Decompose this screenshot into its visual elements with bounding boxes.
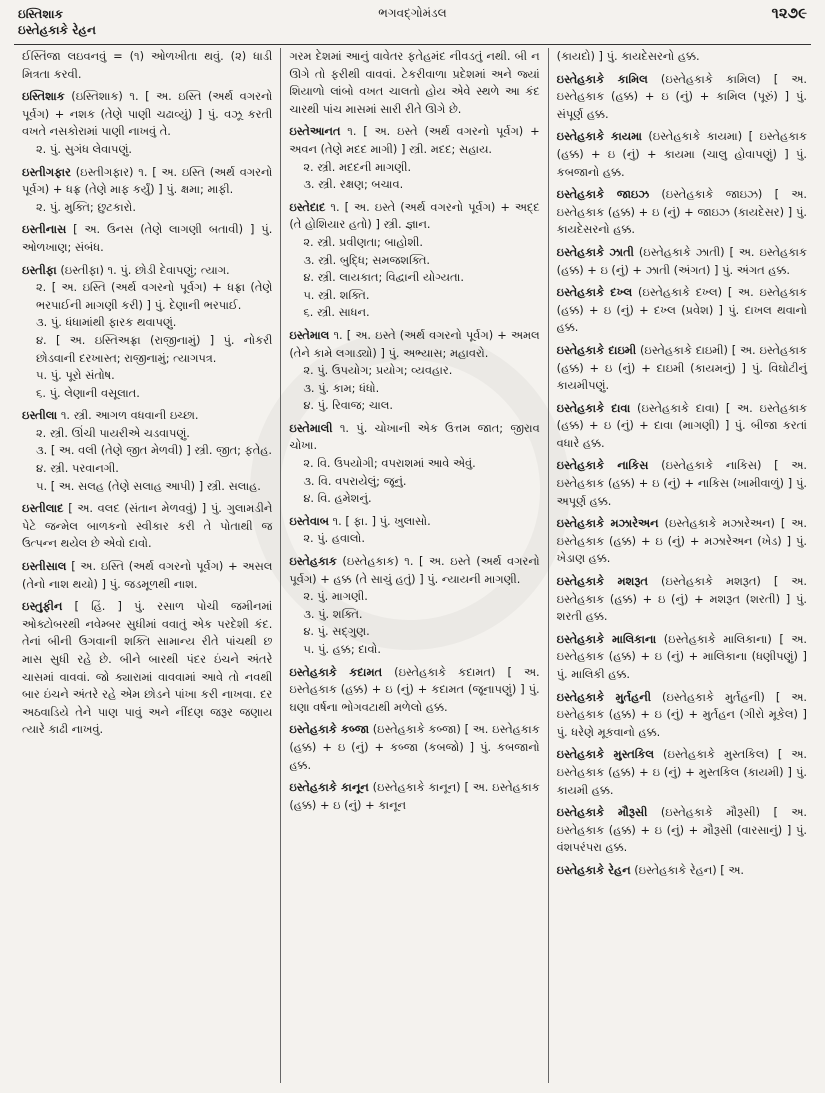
- header-book-title: ભગવદ્ગોમંડલ: [378, 6, 447, 20]
- entry-definition: (ઇસ્તેહકાકે મુર્તહની) [ અ. ઇસ્તેહકાક (હક્ક) + ઇ (નું) + મુર્તહન (ગીરો મૂકેલ) ] પું. ધરેણે મૂકવાનો હક્ક.: [556, 689, 807, 739]
- entry-sense: ૨. સ્ત્રી. ઊંચી પાયરીએ ચડવાપણું.: [36, 425, 190, 440]
- entry-definition: ગરમ દેશમાં આનું વાવેતર ફતેહમંદ નીવડતું નથી. બી ન ઊગે તો ફરીથી વાવવાં. ટેકરીવાળા પ્રદેશમાં અને જ્યાં શિયાળો લાંબો વખત ચાલતો હોય એવે સ્થળે આ કંદ ચારથી પાંચ માસમાં સારી રીતે ઊગે છે.: [289, 49, 540, 116]
- entry-headword: ઇસ્તીલાદ: [22, 501, 64, 516]
- entry-headword: ઇસ્તેમાલી: [289, 420, 333, 435]
- dictionary-entry: [22, 164, 272, 217]
- dictionary-entry: [22, 88, 272, 158]
- dictionary-entry: [557, 71, 807, 124]
- entry-definition: ૧. [ ફા. ] પું. ખુલાસો.: [332, 513, 431, 528]
- entry-headword: ઇસ્તીગફાર: [22, 164, 71, 179]
- dictionary-entry: [289, 420, 539, 508]
- dictionary-entry: [557, 689, 807, 742]
- entry-definition: (ઇસ્તેહકાકે મશરૂત) [ અ. ઇસ્તેહકાક (હક્ક) + ઇ (નું) + મશરૂત (શરતી) ] પું. શરતી હક્ક.: [556, 574, 807, 624]
- entry-headword: ઇસ્તેહકાકે કદામત: [289, 664, 383, 679]
- entry-definition: (ઇસ્તેહકાકે દાવા) [ અ. ઇસ્તેહકાક (હક્ક) + ઇ (નું) + દાવા (માગણી) ] પું. બીજા કરતાં વધારે હક્ક.: [556, 400, 807, 450]
- entry-headword: ઇસ્તીફા: [22, 262, 57, 277]
- entry-headword: ઇસ્તેહકાકે નાકિસ: [556, 458, 649, 473]
- entry-sense: ૫. [ અ. સલહ (તેણે સલાહ આપી) ] સ્ત્રી. સલાહ.: [36, 478, 261, 493]
- dictionary-columns: [14, 48, 815, 1083]
- entry-definition: (ઇસ્તેહકાકે દાઇમી) [ અ. ઇસ્તેહકાક (હક્ક) + ઇ (નું) + દાઇમી (કાયમનું) ] પું. વિઘોટીનું કાયમીપણું.: [556, 342, 807, 393]
- entry-definition: ૧. [ અ. ઇસ્તે (અર્થ વગરનો પૂર્વગ) + અદ્દ (તે હોશિયાર હતો) ] સ્ત્રી. જ્ઞાન.: [289, 199, 540, 232]
- entry-sense: ૩. પું. શક્તિ.: [303, 606, 363, 621]
- dictionary-entry: [557, 631, 807, 684]
- entry-headword: ઇસ્તેહકાકે મુર્તહની: [556, 689, 651, 704]
- dictionary-entry: [557, 746, 807, 799]
- dictionary-entry: [557, 186, 807, 239]
- entry-definition: ૧. [ અ. ઇસ્તે (અર્થ વગરનો પૂર્વગ) + અમલ (તેને કામે લગાડ્યો) ] પું. અભ્યાસ; મહાવરો.: [289, 327, 540, 360]
- entry-sense: ૬. પું. લેણાની વસૂલાત.: [36, 385, 140, 400]
- entry-definition: ૧. સ્ત્રી. આગળ વધવાની ઇચ્છા.: [60, 408, 199, 423]
- entry-definition: (ઇસ્તેહકાકે કાનૂન) [ અ. ઇસ્તેહકાક (હક્ક) + ઇ (નું) + કાનૂન: [289, 780, 540, 812]
- entry-definition: (ઇસ્તેહકાકે મઝારેઅન) [ અ. ઇસ્તેહકાક (હક્ક) + ઇ (નું) + મઝારેઅન (ખેડ) ] પું. ખેડાણ હક્ક.: [556, 516, 807, 566]
- entry-headword: ઇસ્તીનાસ: [22, 222, 67, 237]
- dictionary-entry: [557, 284, 807, 337]
- dictionary-entry: [289, 779, 539, 814]
- entry-sense: ૨. પું. સુગંધ લેવાપણું.: [36, 141, 133, 156]
- entry-definition: (કાયદો) ] પું. કાયદેસરનો હક્ક.: [556, 49, 700, 63]
- entry-sense: ૨. પું. મુક્તિ; છુટકારો.: [36, 199, 136, 214]
- entry-headword: ઇસ્તેહકાકે કામિલ: [556, 71, 648, 86]
- entry-sense: ૩. પું. કામ; ધંધો.: [303, 380, 380, 395]
- entry-sense: ૪. પું. સદ્ગુણ.: [303, 624, 370, 639]
- entry-sense: ૩. [ અ. વલી (તેણે જીત મેળવી) ] સ્ત્રી. જીત; ફતેહ.: [36, 443, 273, 458]
- dictionary-entry: [557, 128, 807, 181]
- dictionary-entry: [289, 553, 539, 659]
- entry-definition: (ઇસ્તેહકાકે કબ્જા) [ અ. ઇસ્તેહકાક (હક્ક) + ઇ (નું) + કબ્જા (કબજો) ] પું. કબજાનો હક્ક.: [289, 722, 540, 772]
- entry-definition: (ઇસ્તીગફાર) ૧. [ અ. ઇસ્તિ (અર્થ વગરનો પૂર્વગ) + ધફ્ર (તેણે માફ કર્યું) ] પું. ક્ષમા; માફી.: [22, 164, 273, 197]
- entry-headword: ઇસ્તુફીન: [22, 599, 63, 614]
- entry-sense: ૫. પું. પૂરો સંતોષ.: [36, 368, 115, 383]
- dictionary-entry: [22, 500, 272, 553]
- entry-headword: ઇસ્તેઆનત: [289, 124, 341, 139]
- entry-headword: ઇસ્તેહકાકે દાઇમી: [556, 342, 637, 357]
- entry-headword: ઇસ્તેહકાકે દખ્લ: [556, 285, 633, 300]
- header-first-word: ઇસ્તિશાક: [18, 7, 63, 21]
- dictionary-entry: [557, 457, 807, 510]
- entry-sense: ૪. સ્ત્રી. લાયકાત; વિદ્વાની યોગ્યતા.: [303, 270, 464, 285]
- entry-definition: (ઇસ્તેહકાકે નાકિસ) [ અ. ઇસ્તેહકાક (હક્ક) + ઇ (નું) + નાકિસ (ખામીવાળું) ] પું. અપૂર્ણ હક્ક.: [556, 458, 807, 508]
- entry-definition: [ અ. ઇસ્તિ (અર્થ વગરનો પૂર્વગ) + અસલ (તેનો નાશ થયો) ] પું. જડમૂળથી નાશ.: [22, 559, 273, 591]
- entry-headword: ઇસ્તેહકાક: [289, 554, 337, 569]
- entry-definition: ઈસ્તિંજા લઇવનવું = (૧) ઓળખીતા થવું. (૨) ધાડી મિત્રતા કરવી.: [22, 49, 273, 81]
- entry-definition: (ઇસ્તેહકાકે મૌરૂસી) [ અ. ઇસ્તેહકાક (હક્ક) + ઇ (નું) + મૌરૂસી (વારસાનું) ] પું. વંશપરંપરા હક્ક.: [556, 805, 807, 855]
- entry-definition: [ હિં. ] પું. રસાળ પોચી જમીનમાં ઓક્ટોબરથી નવેમ્બર સુધીમાં વવાતું એક પરદેશી કંદ. તેનાં બીની ઉગવાની શક્તિ સામાન્ય રીતે પાંચથી છ માસ સુધી રહે છે. બીને બારથી પંદર ઇંચને અંતરે ચાસમાં વાવવાં. જો ક્યારામાં વાવવામાં આવે તો નવથી બાર ઇંચને અંતરે રહે એમ છોડને પાંખા કરી નાખવા. દર અઠવાડિયે તેને પાણ પાવું અને નીંદણ જરૂર જણાય ત્યારે કાઢી નાખવું.: [22, 599, 273, 737]
- entry-sense: ૨. પું. માગણી.: [303, 589, 368, 604]
- column-3: [548, 48, 815, 1083]
- entry-sense: ૨. વિ. ઉપયોગી; વપરાશમાં આવે એવું.: [303, 456, 476, 471]
- entry-headword: ઇસ્તીસાલ: [22, 559, 67, 574]
- entry-definition: [ અ. ઉનસ (તેણે લાગણી બતાવી) ] પું. ઓળખાણ; સંબંધ.: [22, 222, 273, 254]
- entry-sense: ૨. [ અ. ઇસ્તિ (અર્થ વગરનો પૂર્વગ) + ધફ્રા (તેણે ભરપાઈની માગણી કરી) ] પું. દેણાની ભરપાઈ.: [36, 280, 273, 312]
- entry-sense: ૬. સ્ત્રી. સાધન.: [303, 305, 370, 320]
- dictionary-entry: [289, 513, 539, 548]
- entry-definition: (ઇસ્તીફા) ૧. પું. છોડી દેવાપણું; ત્યાગ.: [60, 262, 230, 277]
- dictionary-entry: [22, 598, 272, 739]
- page-number: ૧૨૭૯: [771, 4, 807, 22]
- entry-definition: (ઇસ્તેહકાકે કાયમા) [ ઇસ્તેહકાક (હક્ક) + ઇ (નું) + કાયમા (ચાલુ હોવાપણું) ] પું. કબજાનો હક્ક.: [556, 129, 807, 179]
- entry-headword: ઇસ્તેહકાકે માલિકાના: [556, 631, 657, 646]
- entry-definition: (ઇસ્તેહકાકે ઝાતી) [ અ. ઇસ્તેહકાક (હક્ક) + ઇ (નું) + ઝાતી (અંગત) ] પું. અંગત હક્ક.: [556, 244, 807, 277]
- page-header: [14, 4, 811, 40]
- entry-headword: ઇસ્તીલા: [22, 408, 58, 423]
- entry-headword: ઇસ્તેહકાકે મૌરૂસી: [556, 805, 648, 820]
- entry-headword: ઇસ્તેહકાકે મુસ્તકિલ: [556, 747, 654, 762]
- entry-headword: ઇસ્તેદાદ: [289, 199, 326, 214]
- entry-sense: ૨. સ્ત્રી. મદદની માગણી.: [303, 159, 412, 174]
- entry-definition: (ઇસ્તેહકાકે મુસ્તકિલ) [ અ. ઇસ્તેહકાક (હક્ક) + ઇ (નું) + મુસ્તકિલ (કાયમી) ] પું. કાયમી હક્ક.: [556, 747, 807, 797]
- dictionary-entry: [289, 664, 539, 717]
- dictionary-entry: [22, 221, 272, 256]
- entry-definition: (ઇસ્તેહકાકે માલિકાના) [ અ. ઇસ્તેહકાક (હક્ક) + ઇ (નું) + માલિકાના (ધણીપણું) ] પું. માલિકી હક્ક.: [556, 631, 807, 681]
- entry-definition: ૧. પું. ચોખાની એક ઉત્તમ જાત; જીરાવ ચોખા.: [289, 420, 540, 453]
- entry-headword: ઇસ્તેવાબ: [289, 513, 329, 528]
- entry-definition: (ઇસ્તેહકાકે રેહન) [ અ.: [634, 862, 745, 877]
- entry-sense: ૫. પું. હક્ક; દાવો.: [303, 642, 382, 656]
- dictionary-entry: [22, 407, 272, 495]
- entry-sense: ૨. પું. ઉપયોગ; પ્રયોગ; વ્યવહાર.: [303, 363, 453, 378]
- entry-headword: ઇસ્તેહકાકે મશરૂત: [556, 574, 648, 589]
- header-rule: [14, 44, 811, 45]
- dictionary-entry: [557, 862, 807, 880]
- entry-sense: ૩. સ્ત્રી. બુદ્ધિ; સમજશક્તિ.: [303, 252, 431, 267]
- dictionary-entry: [557, 48, 807, 66]
- entry-headword: ઇસ્તેહકાકે કાનૂન: [289, 780, 369, 795]
- entry-sense: ૪. સ્ત્રી. પરવાનગી.: [36, 461, 119, 476]
- dictionary-entry: [557, 400, 807, 453]
- entry-sense: ૪. પું. રિવાજ; ચાલ.: [303, 398, 393, 413]
- entry-definition: (ઇસ્તેહકાકે જાઇઝ) [ અ. ઇસ્તેહકાક (હક્ક) + ઇ (નું) + જાઇઝ (કાયદેસર) ] પું. કાયદેસરનો હક્ક.: [556, 187, 807, 237]
- entry-definition: (ઇસ્તેહકાક) ૧. [ અ. ઇસ્તે (અર્થ વગરનો પૂર્વગ) + હક્ક (તે સાચું હતું) ] પું. ન્યાયની માગણી.: [289, 554, 540, 586]
- dictionary-entry: [22, 558, 272, 593]
- entry-sense: ૨. પું. હવાલો.: [303, 531, 365, 546]
- entry-sense: ૩. સ્ત્રી. રક્ષણ; બચાવ.: [303, 177, 404, 192]
- entry-definition: ૧. [ અ. ઇસ્તે (અર્થ વગરનો પૂર્વગ) + અવન (તેણે મદદ માગી) ] સ્ત્રી. મદદ; સહાય.: [289, 124, 540, 156]
- dictionary-entry: [289, 327, 539, 415]
- entry-headword: ઇસ્તેહકાકે કબ્જા: [289, 722, 369, 737]
- entry-headword: ઇસ્તેહકાકે ઝાતી: [556, 244, 634, 259]
- entry-sense: ૪. [ અ. ઇસ્તિઅફ્રા (રાજીનામું) ] પું. નોકરી છોડવાની દરખાસ્ત; રાજીનામું; ત્યાગપત્ર.: [36, 332, 273, 365]
- dictionary-entry: [557, 244, 807, 279]
- entry-definition: (ઇસ્તેહકાકે દખ્લ) [ અ. ઇસ્તેહકાક (હક્ક) + ઇ (નું) + દખ્લ (પ્રવેશ) ] પું. દાખલ થવાનો હક્ક.: [556, 285, 807, 335]
- header-last-word: ઇસ્તેહકાકે રેહન: [18, 23, 96, 37]
- entry-sense: ૨. સ્ત્રી. પ્રવીણતા; બાહોશી.: [303, 234, 424, 249]
- column-1: [14, 48, 280, 1083]
- entry-headword: ઇસ્તેહકાકે દાવા: [556, 400, 631, 415]
- entry-definition: (ઇસ્તેહકાકે કદામત) [ અ. ઇસ્તેહકાક (હક્ક) + ઇ (નું) + કદામત (જૂનાપણું) ] પું. ઘણા વર્ષના ભોગવટાથી મળેલો હક્ક.: [289, 664, 540, 714]
- dictionary-entry: [289, 48, 539, 118]
- entry-sense: ૩. પું. ધંધામાંથી ફારક થવાપણું.: [36, 315, 177, 330]
- column-2: [280, 48, 547, 1083]
- dictionary-entry: [557, 804, 807, 857]
- entry-sense: ૪. વિ. હમેશનું.: [303, 491, 372, 506]
- entry-sense: ૩. વિ. વપરાયેલું; જૂનું.: [303, 473, 407, 488]
- entry-headword: ઇસ્તેહકાકે કાયમા: [556, 129, 642, 144]
- entry-headword: ઇસ્તેહકાકે રેહન: [556, 862, 631, 877]
- entry-headword: ઇસ્તિશાક: [22, 89, 65, 104]
- entry-definition: (ઇસ્તેહકાકે કામિલ) [ અ. ઇસ્તેહકાક (હક્ક) + ઇ (નું) + કામિલ (પૂરું) ] પું. સંપૂર્ણ હક્ક.: [556, 71, 807, 121]
- dictionary-entry: [557, 573, 807, 626]
- entry-definition: [ અ. વલદ (સંતાન મેળવવું) ] પું. ગુલામડીને પેટે જન્મેલ બાળકનો સ્વીકાર કરી તે પોતાથી જ ઉત્પન્ન થયેલ છે એવો દાવો.: [22, 501, 273, 551]
- entry-headword: ઇસ્તેહકાકે જાઇઝ: [556, 187, 650, 202]
- dictionary-entry: [22, 48, 272, 83]
- dictionary-entry: [289, 123, 539, 193]
- entry-definition: (ઇસ્તિશાક) ૧. [ અ. ઇસ્તિ (અર્થ વગરનો પૂર્વગ) + નશક (તેણે પાણી ચઢાવ્યું) ] પું. વઝૂ કરતી વખતે નસકોરામાં પાણી નાખવું તે.: [22, 89, 273, 139]
- dictionary-entry: [289, 721, 539, 774]
- entry-headword: ઇસ્તેહકાકે મઝારેઅન: [556, 516, 659, 531]
- dictionary-entry: [22, 262, 272, 403]
- dictionary-entry: [557, 342, 807, 395]
- entry-headword: ઇસ્તેમાલ: [289, 327, 330, 342]
- dictionary-entry: [557, 515, 807, 568]
- entry-sense: ૫. સ્ત્રી. શક્તિ.: [303, 287, 370, 302]
- dictionary-entry: [289, 199, 539, 322]
